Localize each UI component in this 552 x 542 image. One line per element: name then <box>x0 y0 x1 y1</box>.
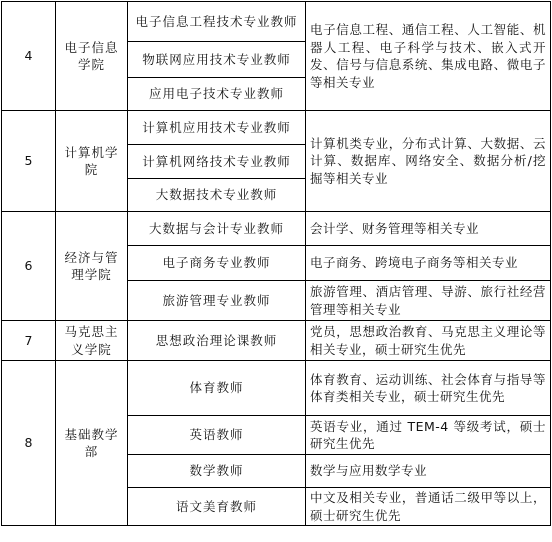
row-index: 4 <box>2 2 56 111</box>
row-index: 6 <box>2 212 56 321</box>
row-index: 5 <box>2 111 56 212</box>
position-name: 思想政治理论课教师 <box>128 321 306 361</box>
position-name: 旅游管理专业教师 <box>128 281 306 321</box>
table-row <box>2 321 551 361</box>
college-name: 电子信息学院 <box>56 2 128 111</box>
college-name: 计算机学院 <box>56 111 128 212</box>
requirement-text: 电子信息工程、通信工程、人工智能、机器人工程、电子科学与技术、嵌入式开发、信号与信息系统、集成电路、微电子等相关专业 <box>306 2 551 111</box>
requirement-text: 党员，思想政治教育、马克思主义理论等相关专业，硕士研究生优先 <box>306 321 551 361</box>
position-name: 应用电子技术专业教师 <box>128 78 306 111</box>
position-name: 计算机网络技术专业教师 <box>128 145 306 179</box>
table-row <box>2 2 551 42</box>
position-name: 语文美育教师 <box>128 488 306 526</box>
requirement-text: 计算机类专业，分布式计算、大数据、云计算、数据库、网络安全、数据分析/挖掘等相关专业 <box>306 111 551 212</box>
table-row <box>2 111 551 145</box>
position-name: 电子信息工程技术专业教师 <box>128 2 306 42</box>
position-name: 体育教师 <box>128 361 306 416</box>
position-name: 英语教师 <box>128 416 306 455</box>
position-name: 大数据技术专业教师 <box>128 179 306 212</box>
requirement-text: 旅游管理、酒店管理、导游、旅行社经营管理等相关专业 <box>306 281 551 321</box>
college-name: 经济与管理学院 <box>56 212 128 321</box>
table-row <box>2 361 551 416</box>
requirement-text: 英语专业，通过 TEM-4 等级考试，硕士研究生优先 <box>306 416 551 455</box>
requirement-text: 会计学、财务管理等相关专业 <box>306 212 551 246</box>
row-index: 8 <box>2 361 56 526</box>
college-name: 马克思主义学院 <box>56 321 128 361</box>
requirement-text: 数学与应用数学专业 <box>306 455 551 488</box>
requirement-text: 中文及相关专业，普通话二级甲等以上，硕士研究生优先 <box>306 488 551 526</box>
row-index: 7 <box>2 321 56 361</box>
position-name: 数学教师 <box>128 455 306 488</box>
table-row <box>2 212 551 246</box>
position-name: 计算机应用技术专业教师 <box>128 111 306 145</box>
recruitment-table <box>1 1 551 526</box>
position-name: 物联网应用技术专业教师 <box>128 42 306 78</box>
position-name: 电子商务专业教师 <box>128 246 306 281</box>
position-name: 大数据与会计专业教师 <box>128 212 306 246</box>
college-name: 基础教学部 <box>56 361 128 526</box>
requirement-text: 电子商务、跨境电子商务等相关专业 <box>306 246 551 281</box>
requirement-text: 体育教育、运动训练、社会体育与指导等体育类相关专业，硕士研究生优先 <box>306 361 551 416</box>
